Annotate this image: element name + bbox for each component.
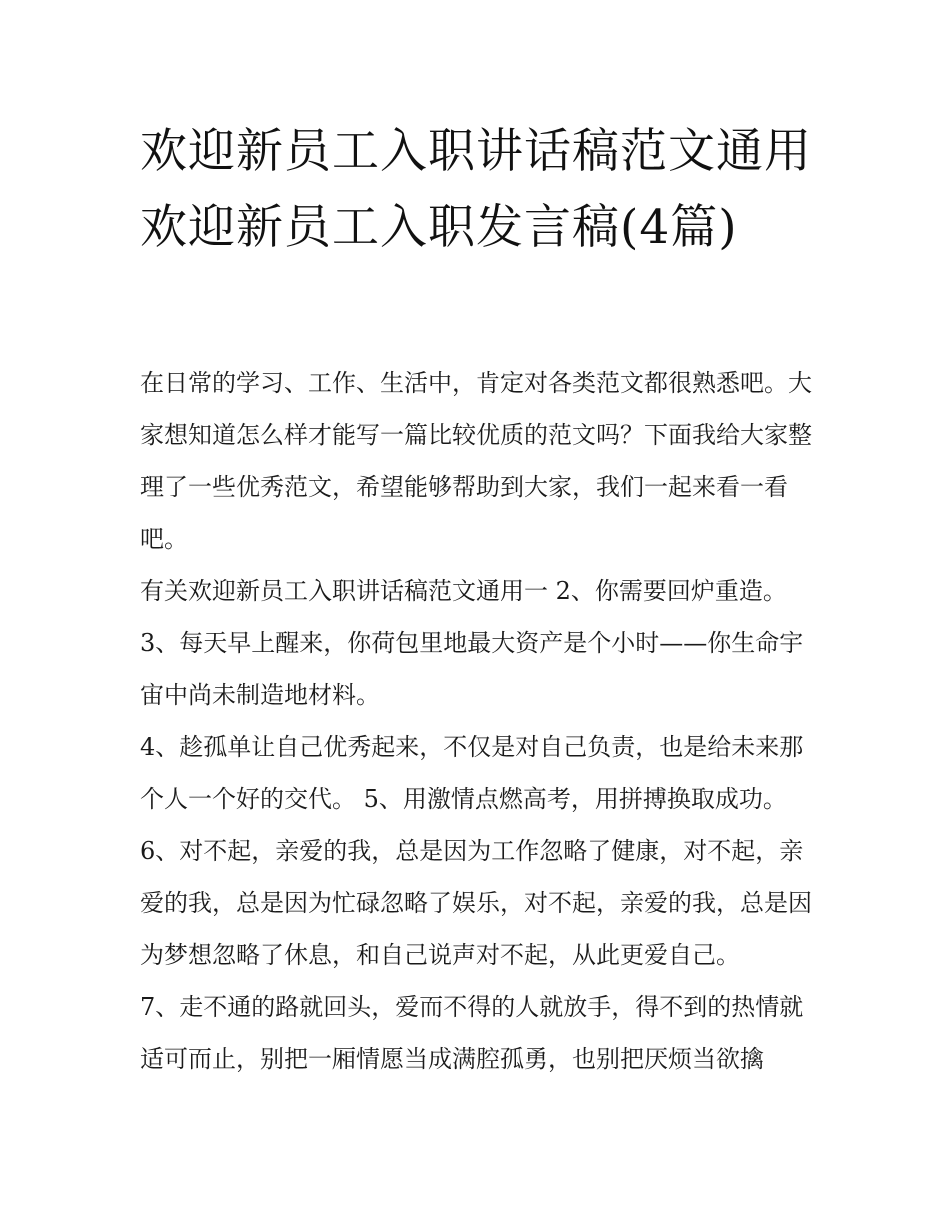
paragraph-section-one: 有关欢迎新员工入职讲话稿范文通用一 2、你需要回炉重造。 — [140, 577, 787, 605]
paragraph-item-4-5: 4、趁孤单让自己优秀起来，不仅是对自己负责，也是给未来那个人一个好的交代。 5、用激情点燃高考，用拼搏换取成功。 — [140, 733, 804, 813]
paragraph-item-7: 7、走不通的路就回头，爱而不得的人就放手，得不到的热情就适可而止，别把一厢情愿当成满腔孤勇，也别把厌烦当欲擒 — [140, 993, 804, 1073]
paragraph-intro: 在日常的学习、工作、生活中，肯定对各类范文都很熟悉吧。大家想知道怎么样才能写一篇比较优质的范文吗？下面我给大家整理了一些优秀范文，希望能够帮助到大家，我们一起来看一看吧。 — [140, 369, 812, 553]
document-title: 欢迎新员工入职讲话稿范文通用 欢迎新员工入职发言稿(4篇) — [140, 124, 812, 255]
paragraph-item-6: 6、对不起，亲爱的我，总是因为工作忽略了健康，对不起，亲爱的我，总是因为忙碌忽略了娱乐，对不起，亲爱的我，总是因为梦想忽略了休息，和自己说声对不起，从此更爱自己。 — [140, 837, 812, 969]
document-body — [140, 357, 816, 1085]
paragraph-item-3: 3、每天早上醒来，你荷包里地最大资产是个小时——你生命宇宙中尚未制造地材料。 — [140, 629, 804, 709]
